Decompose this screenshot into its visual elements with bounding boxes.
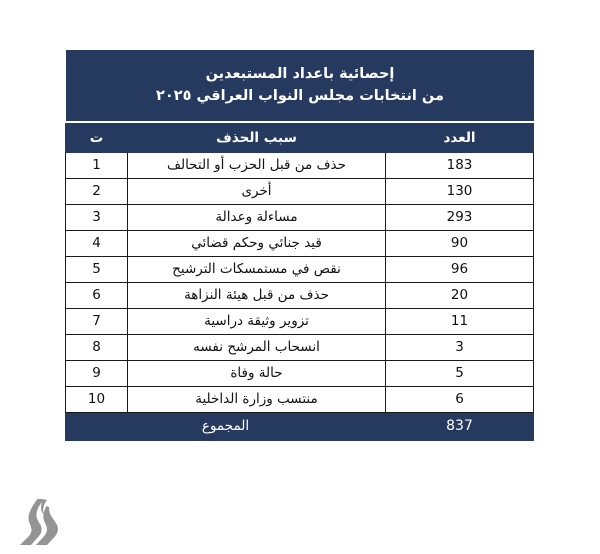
cell-reason: قيد جنائي وحكم قضائي bbox=[128, 230, 386, 256]
cell-count: 130 bbox=[386, 178, 534, 204]
total-value: 837 bbox=[386, 412, 534, 440]
cell-count: 183 bbox=[386, 152, 534, 178]
cell-reason: تزوير وثيقة دراسية bbox=[128, 308, 386, 334]
cell-count: 96 bbox=[386, 256, 534, 282]
cell-reason: حالة وفاة bbox=[128, 360, 386, 386]
table-row bbox=[66, 386, 534, 412]
cell-index: 2 bbox=[66, 178, 128, 204]
table-row bbox=[66, 178, 534, 204]
cell-count: 6 bbox=[386, 386, 534, 412]
column-header-count: العدد bbox=[386, 123, 534, 152]
cell-reason: انسحاب المرشح نفسه bbox=[128, 334, 386, 360]
table-header-row bbox=[66, 123, 534, 152]
cell-reason: أخرى bbox=[128, 178, 386, 204]
statistics-table-block bbox=[66, 50, 534, 441]
cell-reason: حذف من قبل هيئة النزاهة bbox=[128, 282, 386, 308]
table-total-row bbox=[66, 412, 534, 440]
table-row bbox=[66, 308, 534, 334]
cell-index: 10 bbox=[66, 386, 128, 412]
cell-reason: منتسب وزارة الداخلية bbox=[128, 386, 386, 412]
table-row bbox=[66, 152, 534, 178]
cell-index: 3 bbox=[66, 204, 128, 230]
cell-reason: مساءلة وعدالة bbox=[128, 204, 386, 230]
table-row bbox=[66, 334, 534, 360]
statistics-table bbox=[65, 123, 534, 441]
flame-logo-icon bbox=[17, 497, 63, 547]
cell-count: 293 bbox=[386, 204, 534, 230]
table-row bbox=[66, 230, 534, 256]
cell-index: 6 bbox=[66, 282, 128, 308]
cell-count: 20 bbox=[386, 282, 534, 308]
cell-index: 7 bbox=[66, 308, 128, 334]
cell-index: 9 bbox=[66, 360, 128, 386]
cell-index: 1 bbox=[66, 152, 128, 178]
table-body bbox=[66, 152, 534, 440]
table-title-line-2: من انتخابات مجلس النواب العراقي ٢٠٢٥ bbox=[156, 88, 444, 105]
cell-count: 5 bbox=[386, 360, 534, 386]
table-title-line-1: إحصائية باعداد المستبعدين bbox=[205, 66, 395, 82]
table-row bbox=[66, 204, 534, 230]
table-header bbox=[66, 123, 534, 152]
table-row bbox=[66, 256, 534, 282]
total-label: المجموع bbox=[66, 412, 386, 440]
cell-count: 11 bbox=[386, 308, 534, 334]
cell-reason: حذف من قبل الحزب أو التحالف bbox=[128, 152, 386, 178]
cell-count: 90 bbox=[386, 230, 534, 256]
table-row bbox=[66, 360, 534, 386]
column-header-reason: سبب الحذف bbox=[128, 123, 386, 152]
table-title bbox=[66, 50, 534, 121]
cell-index: 8 bbox=[66, 334, 128, 360]
table-row bbox=[66, 282, 534, 308]
column-header-index: ت bbox=[66, 123, 128, 152]
cell-reason: نقص في مستمسكات الترشيح bbox=[128, 256, 386, 282]
cell-index: 4 bbox=[66, 230, 128, 256]
cell-count: 3 bbox=[386, 334, 534, 360]
cell-index: 5 bbox=[66, 256, 128, 282]
